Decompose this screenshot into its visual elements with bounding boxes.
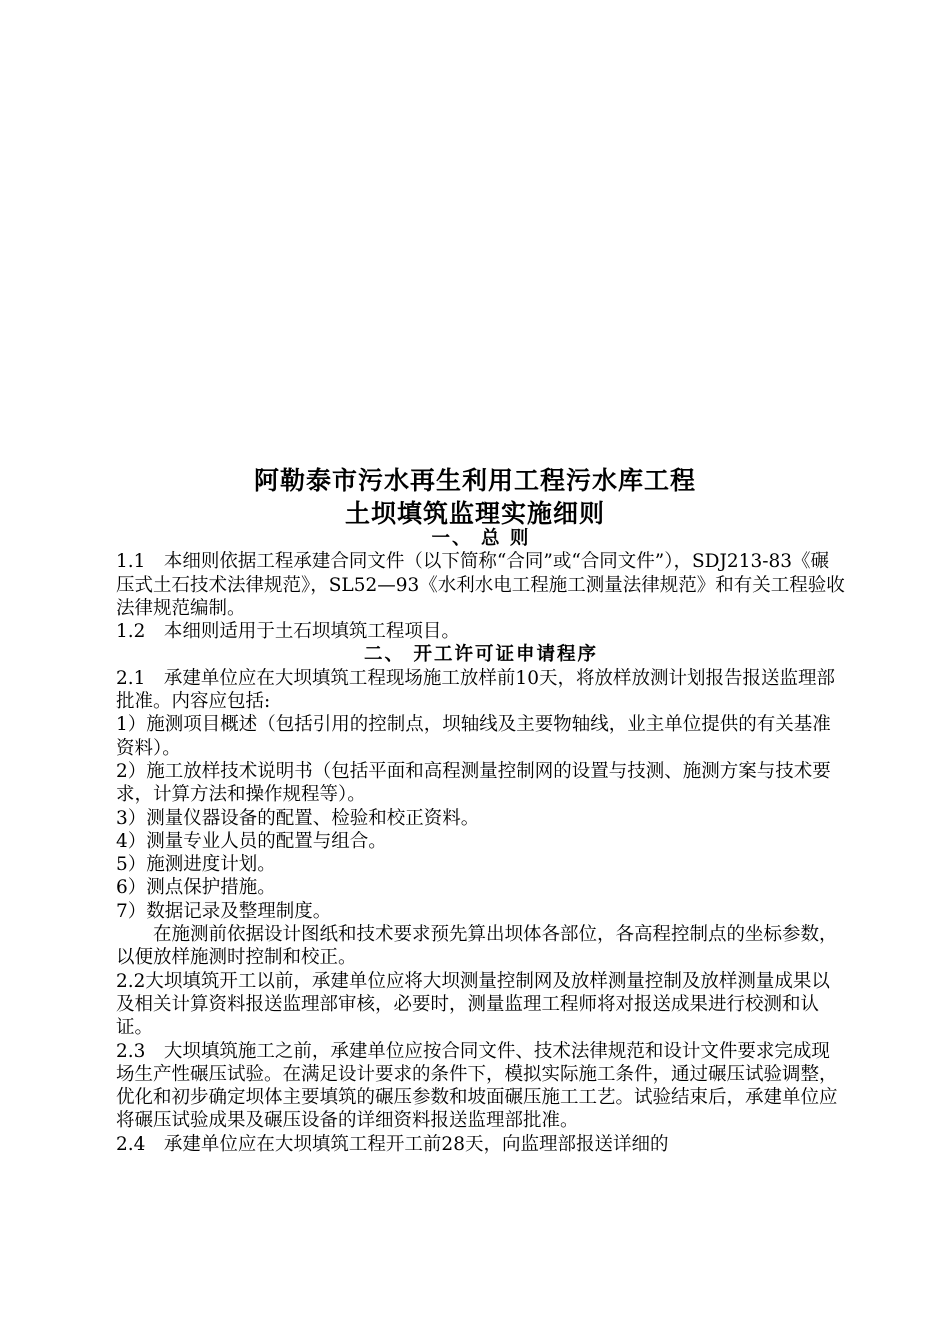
paragraph-prep-note: 在施测前依据设计图纸和技术要求预先算出坝体各部位，各高程控制点的坐标参数，以便放样施测时控制和校正。 bbox=[116, 924, 838, 969]
list-item-2: 2）施工放样技术说明书（包括平面和高程测量控制网的设置与技测、施测方案与技术要求，计算方法和操作规程等）。 bbox=[116, 760, 831, 806]
section-heading-permit: 二、 开工许可证申请程序 bbox=[364, 644, 598, 666]
list-item-4: 4）测量专业人员的配置与组合。 bbox=[116, 830, 387, 852]
paragraph-2-1: 2.1 承建单位应在大坝填筑工程现场施工放样前10天，将放样放测计划报告报送监理部批准。内容应包括: bbox=[116, 667, 835, 713]
list-item-6: 6）测点保护措施。 bbox=[116, 877, 276, 899]
list-item-5: 5）施测进度计划。 bbox=[116, 854, 276, 876]
paragraph-2-3: 2.3 大坝填筑施工之前，承建单位应按合同文件、技术法律规范和设计文件要求完成现场生产性碾压试验。在满足设计要求的条件下，模拟实际施工条件，通过碾压试验调整，优化和初步确定坝体主要填筑的碾压参数和坡面碾压施工工艺。试验结束后，承建单位应将碾压试验成果及碾压设备的详细资料报送监理部批准。 bbox=[116, 1040, 838, 1132]
paragraph-1-1: 1.1 本细则依据工程承建合同文件（以下简称“合同”或“合同文件”），SDJ213-83《碾压式土石技术法律规范》，SL52—93《水利水电工程施工测量法律规范》和有关工程验收法律规范编制。 bbox=[116, 551, 845, 619]
list-item-3: 3）测量仪器设备的配置、检验和校正资料。 bbox=[116, 807, 480, 829]
paragraph-1-2: 1.2 本细则适用于土石坝填筑工程项目。 bbox=[116, 621, 460, 643]
list-item-7: 7）数据记录及整理制度。 bbox=[116, 900, 332, 922]
document-title-line2: 土坝填筑监理实施细则 bbox=[344, 499, 605, 528]
paragraph-2-4: 2.4 承建单位应在大坝填筑工程开工前28天，向监理部报送详细的 bbox=[116, 1133, 669, 1155]
document-title-line1: 阿勒泰市污水再生利用工程污水库工程 bbox=[253, 466, 696, 495]
section-heading-general: 一、 总 则 bbox=[431, 528, 531, 549]
document-body bbox=[116, 527, 846, 1156]
paragraph-2-2: 2.2大坝填筑开工以前，承建单位应将大坝测量控制网及放样测量控制及放样测量成果以及相关计算资料报送监理部审核，必要时，测量监理工程师将对报送成果进行校测和认证。 bbox=[116, 970, 830, 1039]
list-item-1: 1）施测项目概述（包括引用的控制点，坝轴线及主要物轴线，业主单位提供的有关基准资料）。 bbox=[116, 714, 831, 759]
